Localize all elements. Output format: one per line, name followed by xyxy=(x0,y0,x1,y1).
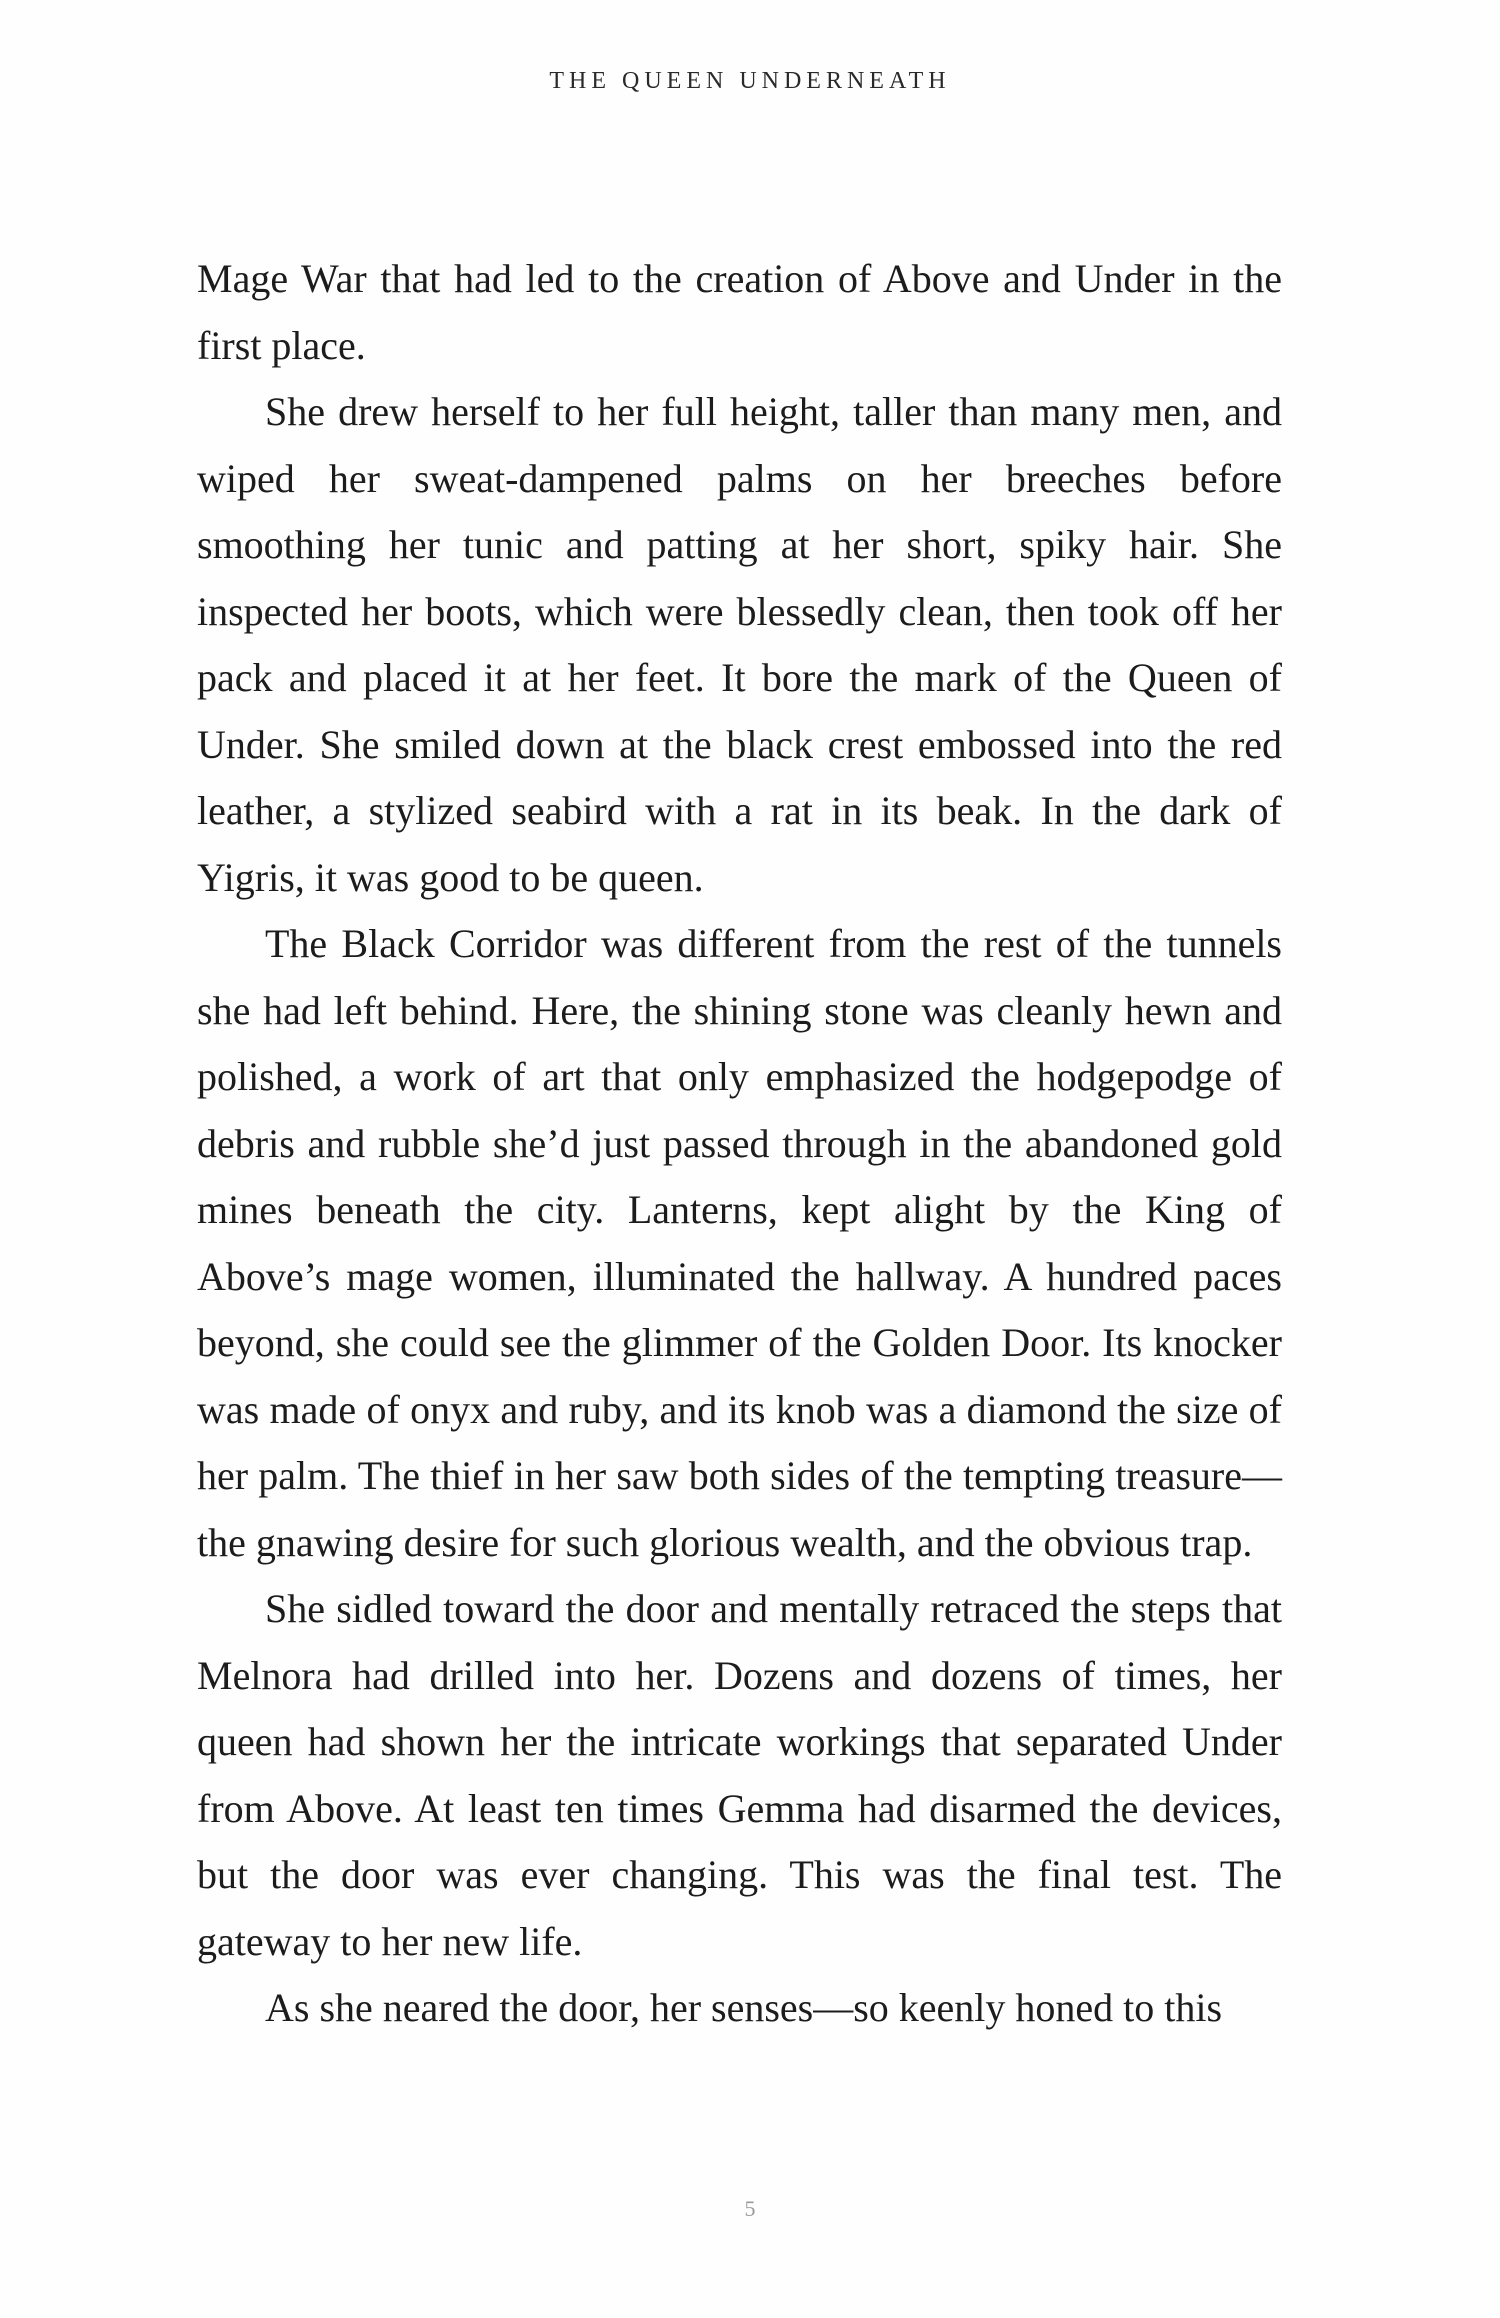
paragraph: The Black Corridor was different from the rest of the tunnels she had left behind. Here, the shining stone was cleanly hewn and polished, a work of art that only emphasized the hodgepodge of debris and rubble she’d just passed through in the abandoned gold mines beneath the city. Lanterns, kept alight by the King of Above’s mage women, illuminated the hallway. A hundred paces beyond, she could see the glimmer of the Golden Door. Its knocker was made of onyx and ruby, and its knob was a diamond the size of her palm. The thief in her saw both sides of the tempting treasure—the gnawing desire for such glorious wealth, and the obvious trap. xyxy=(197,921,1282,1565)
paragraph: She sidled toward the door and mentally retraced the steps that Melnora had drilled into her. Dozens and dozens of times, her queen had shown her the intricate workings that separated Under from Above. At least ten times Gemma had disarmed the devices, but the door was ever changing. This was the final test. The gateway to her new life. xyxy=(197,1586,1282,1964)
paragraph: Mage War that had led to the creation of Above and Under in the first place. xyxy=(197,256,1282,368)
paragraph: She drew herself to her full height, taller than many men, and wiped her sweat-dampened palms on her breeches before smoothing her tunic and patting at her short, spiky hair. She inspected her boots, which were blessedly clean, then took off her pack and placed it at her feet. It bore the mark of the Queen of Under. She smiled down at the black crest embossed into the red leather, a stylized seabird with a rat in its beak. In the dark of Yigris, it was good to be queen. xyxy=(197,389,1282,900)
page-number: 5 xyxy=(744,2196,756,2221)
body-text xyxy=(197,246,1282,2042)
running-head: THE QUEEN UNDERNEATH xyxy=(549,68,951,94)
paragraph: As she neared the door, her senses—so keenly honed to this xyxy=(265,1985,1223,2030)
